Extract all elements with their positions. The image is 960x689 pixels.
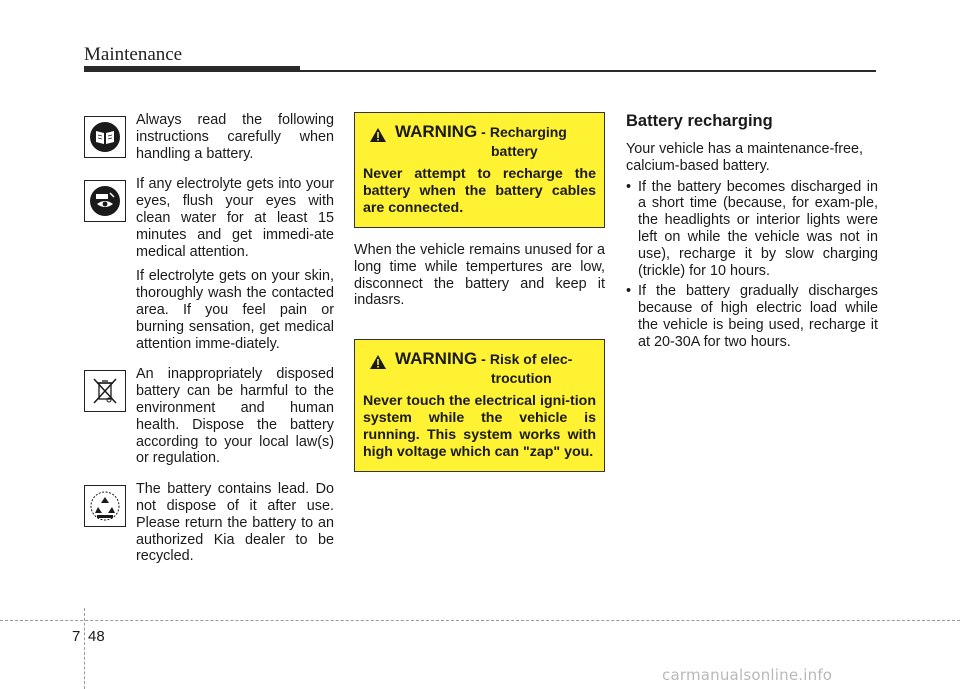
warning-subtitle: Risk of elec- [489, 351, 573, 368]
recycle-icon [84, 485, 126, 527]
warning-body: Never touch the electrical igni-tion system while the vehicle is running. This system works with high voltage which can "zap" you. [363, 393, 596, 461]
left-column [84, 112, 336, 579]
page-number: 48 [88, 628, 105, 645]
read-manual-icon [84, 116, 126, 158]
watermark: carmanualsonline.info [662, 666, 833, 684]
list-item [626, 283, 878, 350]
warning-subtitle-cont: battery [491, 143, 538, 159]
middle-column [354, 112, 605, 472]
header-rule-thick [84, 66, 300, 72]
right-column [626, 112, 878, 355]
footer-divider [0, 620, 960, 621]
warning-subtitle: Recharging [489, 124, 567, 140]
instruction-item [84, 366, 336, 475]
eye-protection-icon [84, 180, 126, 222]
list-item-text: If the battery gradually discharges because of high electric load while the vehicle is being used, recharge it at 20-30A for two hours. [638, 283, 878, 350]
instruction-text: An inappropriately disposed battery can be harmful to the environment and human health. Dispose the battery according to your local law(s) or regulation. [136, 366, 334, 467]
warning-header: WARNING - Risk of elec- trocution [363, 348, 596, 387]
warning-triangle-icon [369, 354, 387, 370]
warning-subtitle-cont: trocution [491, 370, 552, 387]
section-intro: Your vehicle has a maintenance-free, calcium-based battery. [626, 141, 864, 174]
chapter-number: 7 [72, 628, 81, 645]
instruction-item [84, 481, 336, 573]
page-header-title: Maintenance [84, 44, 183, 65]
instruction-text: The battery contains lead. Do not dispose of it after use. Please return the battery to an authorized Kia dealer to be recycled. [136, 481, 334, 565]
instruction-item [84, 112, 336, 170]
warning-box-recharging [354, 112, 605, 228]
list-item-text: If the battery becomes discharged in a short time (because, for exam-ple, the headlights or interior lights were left on while the vehicle was not in use), recharge it by slow charging (trickle) for 10 hours. [638, 178, 878, 279]
bullet-icon: • [626, 283, 632, 300]
section-title: Battery recharging [626, 112, 773, 130]
bullet-icon: • [626, 178, 632, 195]
warning-word: WARNING [395, 122, 478, 141]
crossed-bin-icon [84, 370, 126, 412]
warning-box-electrocution [354, 339, 605, 472]
warning-body: Never attempt to recharge the battery when the battery cables are connected. [363, 166, 596, 216]
warning-header: WARNING - Recharging battery [363, 121, 596, 160]
warning-word: WARNING [395, 349, 478, 369]
instruction-text: Always read the following instructions carefully when handling a battery. [136, 112, 334, 162]
footer-vertical-divider [84, 608, 85, 689]
header-rule-thin [300, 70, 876, 72]
warning-triangle-icon [369, 127, 387, 143]
instruction-text: If electrolyte gets on your skin, thoroughly wash the contacted area. If you feel pain or burning sensation, get medical attention imme-diately. [136, 268, 334, 352]
list-item [626, 179, 878, 280]
instruction-text: If any electrolyte gets into your eyes, flush your eyes with clean water for at least 15 minutes and get immedi-ate medical attention. [136, 176, 334, 260]
storage-paragraph: When the vehicle remains unused for a long time while tempertures are low, disconnect the battery and keep it indasrs. [354, 242, 605, 309]
instruction-item [84, 176, 336, 360]
